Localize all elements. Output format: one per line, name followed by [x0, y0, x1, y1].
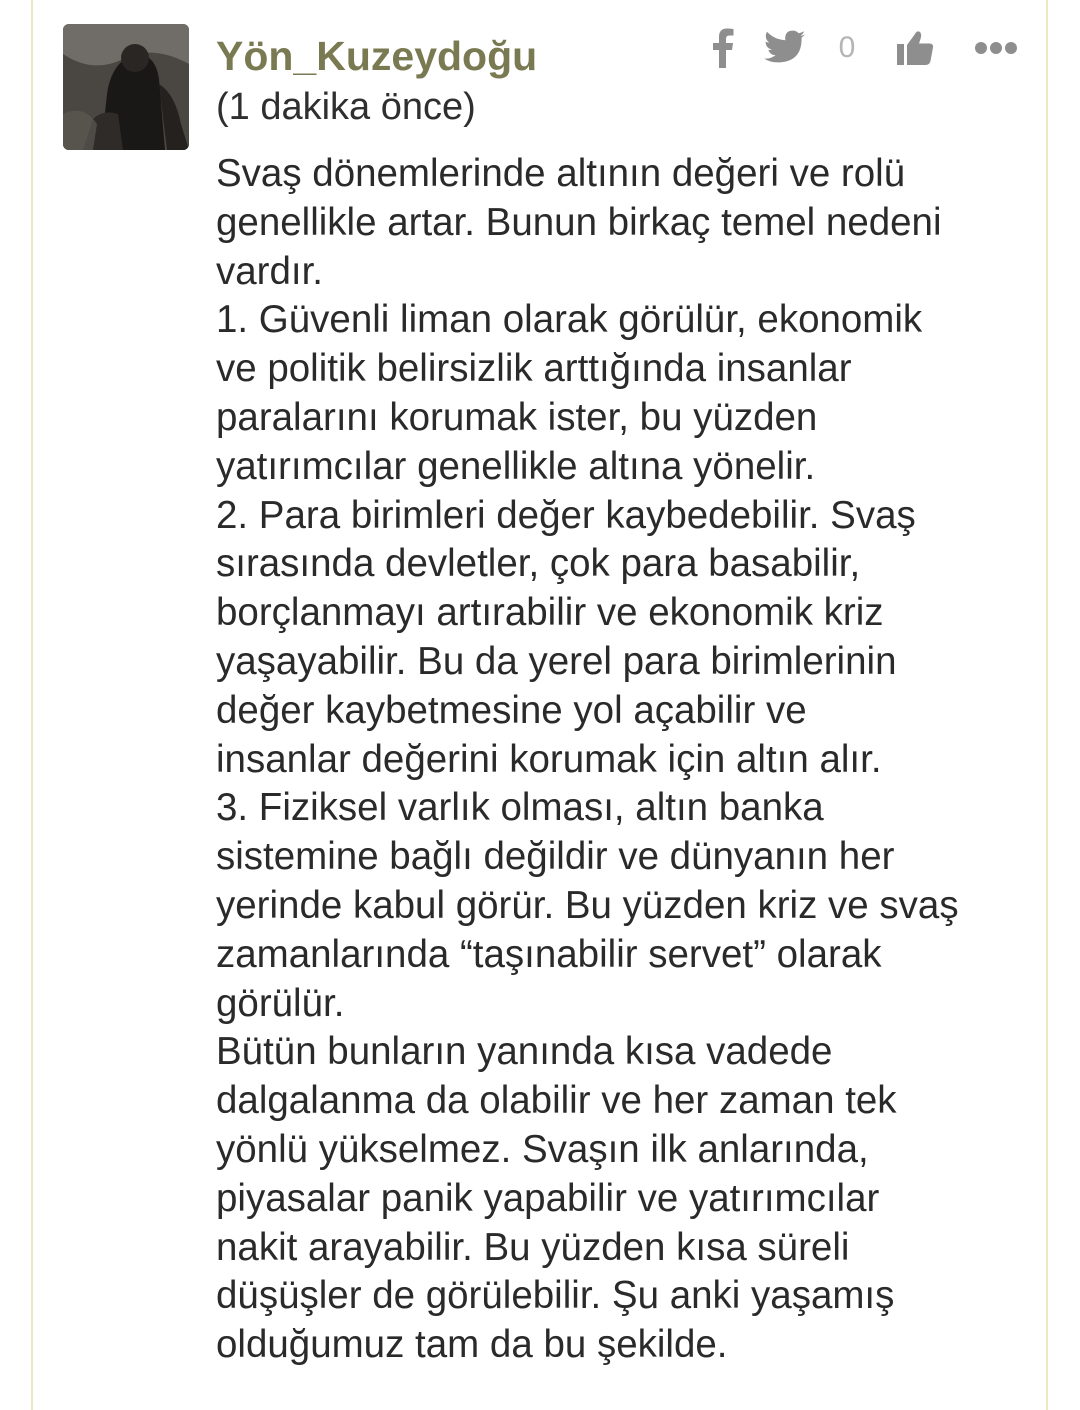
comment-timestamp: (1 dakika önce)	[216, 86, 476, 128]
comment-line: borçlanmayı artırabilir ve ekonomik kriz	[216, 591, 884, 635]
comment-line: yatırımcılar genellikle altına yönelir.	[216, 444, 816, 488]
comment-line: Bütün bunların yanında kısa vadede	[216, 1030, 833, 1074]
comment-line: ve politik belirsizlik arttığında insanlar	[216, 347, 852, 391]
comment-line: insanlar değerini korumak için altın alır.	[216, 737, 882, 781]
comment-line: düşüşler de görülebilir. Şu anki yaşamış	[216, 1274, 895, 1318]
more-options-button[interactable]	[974, 26, 1018, 70]
like-button[interactable]	[892, 26, 938, 70]
comment-actions	[700, 26, 1030, 70]
thumbs-up-icon	[896, 30, 934, 66]
comment-line: 1. Güvenli liman olarak görülür, ekonomik	[216, 298, 923, 342]
comment-line: nakit arayabilir. Bu yüzden kısa süreli	[216, 1225, 850, 1269]
comment-line: paralarını korumak ister, bu yüzden	[216, 395, 818, 439]
comment-line: dalgalanma da olabilir ve her zaman tek	[216, 1079, 897, 1123]
comment-line: yönlü yükselmez. Svaşın ilk anlarında,	[216, 1127, 869, 1171]
comment-line: sırasında devletler, çok para basabilir,	[216, 542, 861, 586]
comment-body	[216, 150, 1031, 1370]
like-count: 0	[838, 31, 856, 64]
facebook-icon	[712, 28, 734, 68]
comment-line: vardır.	[216, 249, 323, 293]
comment-line: 2. Para birimleri değer kaybedebilir. Svaş	[216, 493, 916, 537]
more-options-icon	[974, 41, 1018, 55]
user-avatar-photo-icon	[63, 24, 189, 150]
comment-line: sistemine bağlı değildir ve dünyanın her	[216, 835, 895, 879]
facebook-share-button[interactable]	[708, 26, 738, 70]
username[interactable]: Yön_Kuzeydoğu	[216, 33, 538, 79]
comment-line: piyasalar panik yapabilir ve yatırımcılar	[216, 1176, 880, 1220]
twitter-icon	[764, 30, 806, 66]
comment-line: görülür.	[216, 981, 345, 1025]
comment-line: 3. Fiziksel varlık olması, altın banka	[216, 786, 824, 830]
comment-line: Svaş dönemlerinde altının değeri ve rolü	[216, 152, 906, 195]
twitter-share-button[interactable]	[762, 26, 808, 70]
comment-line: zamanlarında “taşınabilir servet” olarak	[216, 932, 882, 976]
comment-line: genellikle artar. Bunun birkaç temel nedeni	[216, 200, 942, 244]
avatar[interactable]	[63, 24, 189, 150]
comment-line: yerinde kabul görür. Bu yüzden kriz ve svaş	[216, 883, 959, 927]
comment-line: değer kaybetmesine yol açabilir ve	[216, 688, 807, 732]
comment-line: yaşayabilir. Bu da yerel para birimlerinin	[216, 639, 897, 683]
comment-line: olduğumuz tam da bu şekilde.	[216, 1323, 728, 1367]
